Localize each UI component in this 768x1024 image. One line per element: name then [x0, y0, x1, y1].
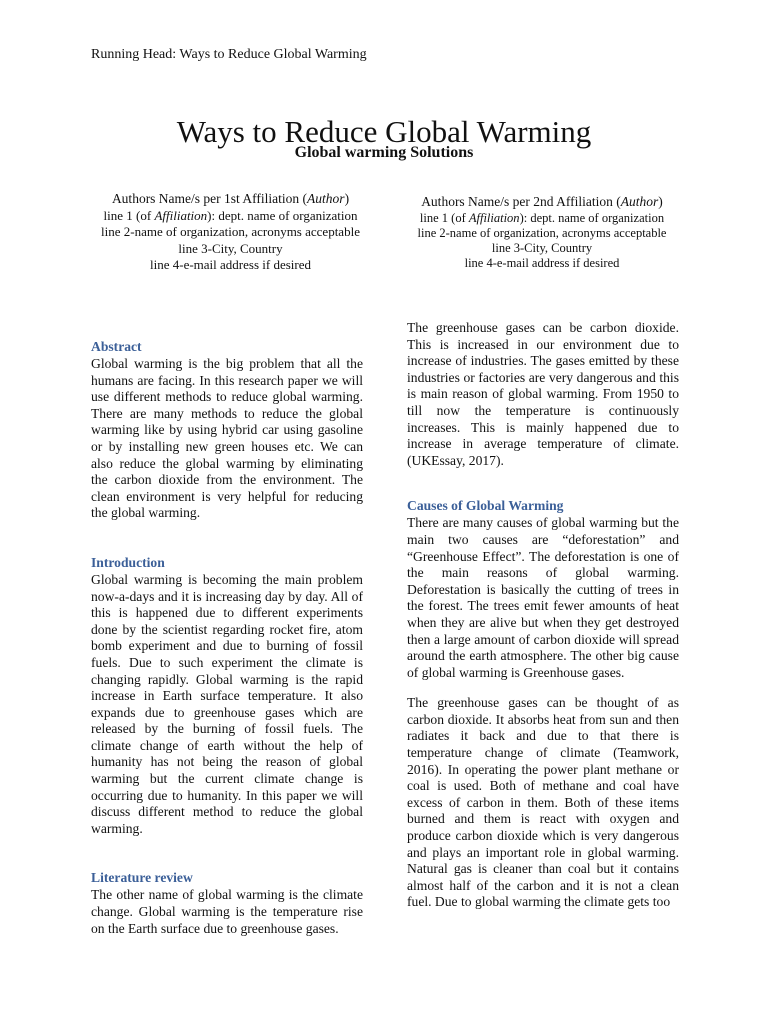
- author-line-1: line 1 (of Affiliation): dept. name of organization: [419, 211, 665, 225]
- paper-title: Ways to Reduce Global Warming: [176, 113, 592, 149]
- introduction-heading: Introduction: [91, 554, 165, 570]
- literature-review-text: The other name of global warming is the climate change. Global warming is the temperature rise on the Earth surface due to greenhouse gases.: [91, 887, 363, 936]
- author-line-2: line 2-name of organization, acronyms acceptable: [101, 224, 360, 240]
- author-name: Authors Name/s per 1st Affiliation (Author): [111, 191, 350, 206]
- author-line-4: line 4-e-mail address if desired: [150, 256, 311, 272]
- abstract-text: Global warming is the big problem that all the humans are facing. In this research paper we will use different methods to reduce global warming. There are many methods to reduce the global warming like by using hybrid car using gasoline or by installing new green houses etc. We can also reduce the global warming by eliminating the carbon dioxide from the environment. The clean environment is very helpful for reducing the global warming.: [91, 356, 363, 521]
- author-block-1: [92, 190, 369, 273]
- greenhouse-intro-text: The greenhouse gases can be carbon dioxide. This is increased in our environment due to increase of industries. The gases emitted by these industries or factories are very dangerous and this is main reason of global warming. From 1950 to till now the temperature is continuously increases. This is mainly happened due to increase in average temperature of climate. (UKEssay, 2017).: [407, 320, 679, 468]
- author-line-4: line 4-e-mail address if desired: [464, 256, 620, 270]
- paper-subtitle: Global warming Solutions: [294, 144, 474, 161]
- author-name: Authors Name/s per 2nd Affiliation (Author): [421, 194, 663, 209]
- right-column: [407, 320, 679, 911]
- literature-review-heading: Literature review: [91, 870, 193, 886]
- abstract-heading: Abstract: [91, 339, 142, 354]
- author-line-3: line 3-City, Country: [491, 241, 593, 255]
- author-block-2: [400, 193, 684, 271]
- author-line-1: line 1 (of Affiliation): dept. name of organization: [103, 208, 358, 223]
- causes-text-2: The greenhouse gases can be thought of as carbon dioxide. It absorbs heat from sun and then radiates it back and due to that there is temperature change of climate (Teamwork, 2016). In operating the power plant methane or coal is used. Both of methane and coal have excess of carbon in them. Both of these items burned and them is react with oxygen and produce carbon dioxide which is very dangerous and plays an important role in global warming. Natural gas is cleaner than coal but it contains almost half of the carbon and it is not a clean fuel. Due to global warming the climate gets too: [407, 695, 679, 910]
- causes-text: There are many causes of global warming but the main two causes are “deforestation” and “Greenhouse Effect”. The deforestation is one of the main reasons of global warming. Deforestation is basically the cutting of trees in the forest. The trees emit fewer amounts of heat when they are alive but when they get destroyed then a large amount of carbon dioxide will spread around the earth atmosphere. The other big cause of global warming is Greenhouse gases.: [407, 515, 679, 680]
- causes-heading: Causes of Global Warming: [407, 498, 564, 514]
- left-column: [91, 338, 363, 937]
- author-line-2: line 2-name of organization, acronyms acceptable: [417, 226, 667, 240]
- running-head: Running Head: Ways to Reduce Global Warming: [91, 47, 367, 62]
- author-line-3: line 3-City, Country: [178, 240, 283, 256]
- introduction-text: Global warming is becoming the main problem now-a-days and it is increasing day by day. All of this is happened due to different experiments done by the scientist regarding rocket fire, atom bomb experiment and due to burning of fossil fuels. Due to such experiment the climate is changing rapidly. Global warming is the rapid increase in Earth surface temperature. It also expands due to greenhouse gases which are released by the burning of fossil fuels. The climate change of earth without the help of humanity has not being the reason of global warming but the current climate change is occurring due to humanity. In this paper we will discuss different method to reduce the global warming.: [91, 571, 363, 836]
